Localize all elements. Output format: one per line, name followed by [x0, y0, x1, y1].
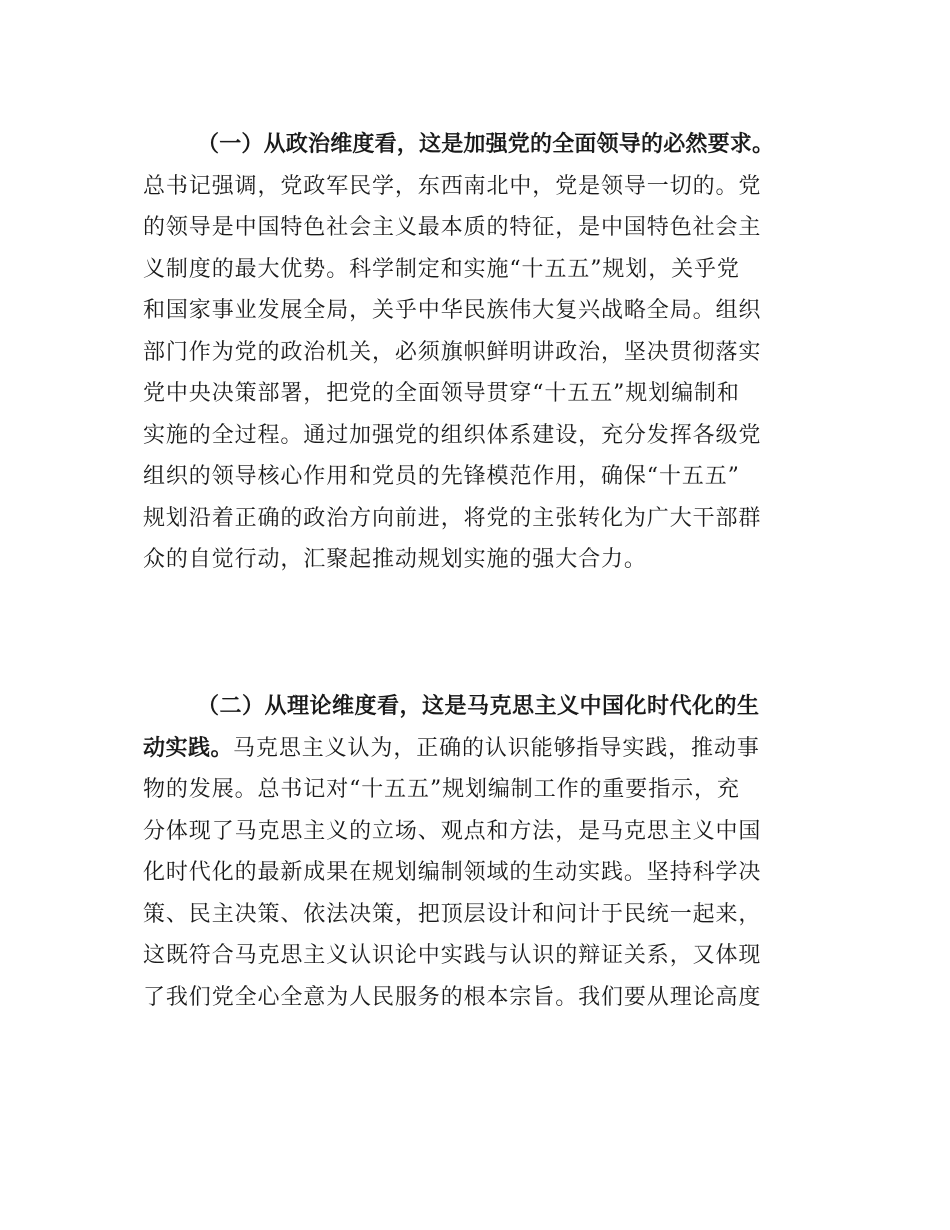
body-line: 总书记强调，党政军民学，东西南北中，党是领导一切的。党	[143, 173, 762, 199]
body-line: 众的自觉行动，汇聚起推动规划实施的强大合力。	[143, 547, 647, 572]
body-line: 化时代化的最新成果在规划编制领域的生动实践。坚持科学决	[143, 860, 762, 885]
body-line: 和国家事业发展全局，关乎中华民族伟大复兴战略全局。组织	[143, 298, 762, 323]
body-line: 部门作为党的政治机关，必须旗帜鲜明讲政治，坚决贯彻落实	[143, 339, 762, 365]
body-line: 规划沿着正确的政治方向前进，将党的主张转化为广大干部群	[143, 505, 762, 531]
body-line: 的领导是中国特色社会主义最本质的特征，是中国特色社会主	[143, 215, 762, 240]
body-line: 分体现了马克思主义的立场、观点和方法，是马克思主义中国	[143, 818, 762, 844]
body-line: 党中央决策部署，把党的全面领导贯穿“十五五”规划编制和	[143, 381, 740, 406]
body-line: 这既符合马克思主义认识论中实践与认识的辩证关系，又体现	[143, 943, 762, 968]
body-text: 马克思主义认为，正确的认识能够指导实践，推动事	[233, 735, 760, 761]
paragraph-heading-continuation: 动实践。	[143, 735, 234, 761]
body-line: 组织的领导核心作用和党员的先锋模范作用，确保“十五五”	[143, 464, 740, 489]
body-line: 物的发展。总书记对“十五五”规划编制工作的重要指示，充	[143, 777, 740, 802]
body-line: 策、民主决策、依法决策，把顶层设计和问计于民统一起来，	[143, 901, 762, 927]
paragraph-heading: （一）从政治维度看，这是加强党的全面领导的必然要求。	[197, 132, 775, 157]
body-line: 了我们党全心全意为人民服务的根本宗旨。我们要从理论高度	[143, 984, 762, 1010]
paragraph-theoretical-dimension	[143, 686, 815, 1018]
body-line: 实施的全过程。通过加强党的组织体系建设，充分发挥各级党	[143, 422, 762, 448]
body-line: 义制度的最大优势。科学制定和实施“十五五”规划，关乎党	[143, 256, 740, 282]
body-line	[143, 728, 815, 770]
paragraph-political-dimension	[143, 124, 815, 581]
paragraph-heading: （二）从理论维度看，这是马克思主义中国化时代化的生	[197, 694, 760, 719]
